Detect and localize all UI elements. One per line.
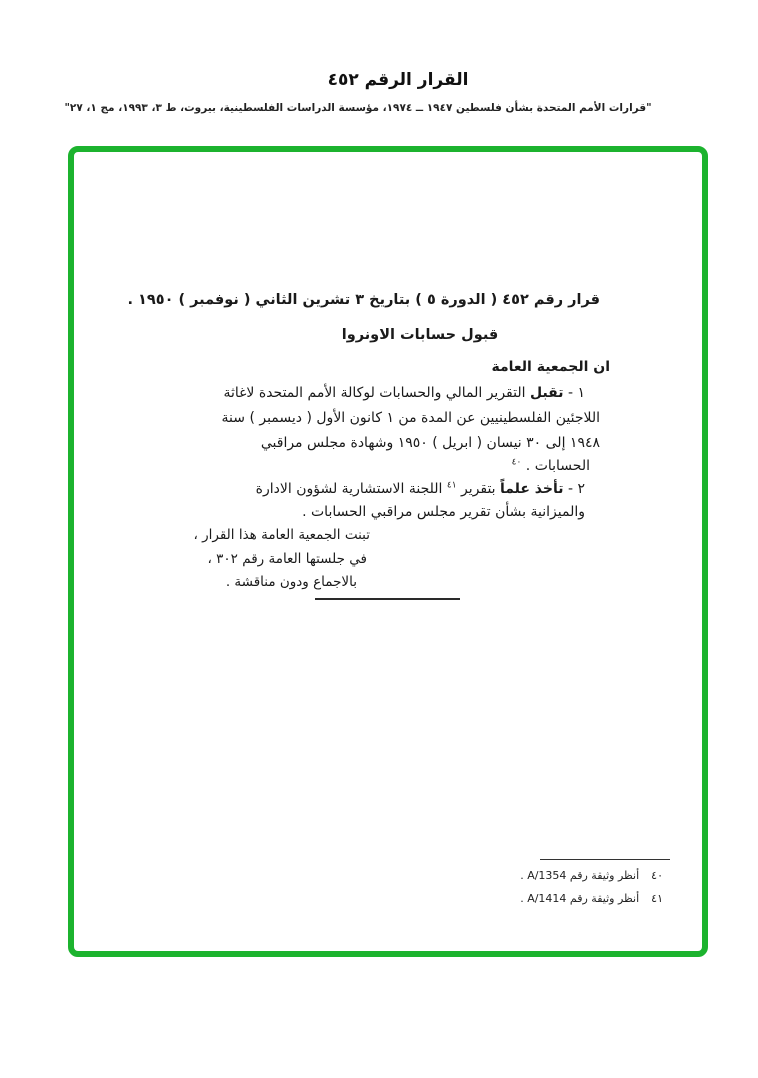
closing-line-1: تبنت الجمعية العامة هذا القرار ، xyxy=(193,527,370,543)
footnote-41-doc-ref: A/1414 xyxy=(527,892,567,905)
paragraph-2-line-1-mid: بتقرير xyxy=(456,481,501,497)
footnote-40-label: أنظر وثيقة رقم xyxy=(569,869,640,882)
footnote-41-number: ٤١ xyxy=(651,892,663,905)
footnote-40-doc-ref: A/1354 xyxy=(527,869,567,882)
paragraph-2-number: ٢ - xyxy=(563,481,585,497)
document-frame xyxy=(68,146,708,957)
footnote-41 xyxy=(520,892,663,905)
footnote-41-end: . xyxy=(520,892,524,905)
paragraph-1-line-3: ١٩٤٨ إلى ٣٠ نيسان ( ابريل ) ١٩٥٠ وشهادة مجلس مراقبي xyxy=(260,435,600,451)
paragraph-1-line-4 xyxy=(512,458,590,474)
footnote-separator xyxy=(540,859,670,860)
paragraph-1-bold-word: تقبل xyxy=(529,385,564,401)
paragraph-2-bold-word: تأخذ علماً xyxy=(500,481,564,497)
citation-line: "قرارات الأمم المتحدة بشأن فلسطين ١٩٤٧ ــ ١٩٧٤، مؤسسة الدراسات الفلسطينية، بيروت، ط ٣، ١٩٩٣، مج ١، ٢٧" xyxy=(64,102,652,114)
paragraph-2-line-1-rest: اللجنة الاستشارية لشؤون الادارة xyxy=(255,481,447,497)
resolution-subject: قبول حسابات الاونروا xyxy=(341,327,499,343)
paragraph-2-line-1 xyxy=(256,481,585,497)
paragraph-1-line-4-text: الحسابات . xyxy=(525,458,590,474)
footnote-ref-41: ٤١ xyxy=(446,480,457,491)
paragraph-1-line-2: اللاجئين الفلسطينيين عن المدة من ١ كانون الأول ( ديسمبر ) سنة xyxy=(221,410,600,426)
footnote-41-label: أنظر وثيقة رقم xyxy=(569,892,640,905)
resolution-heading: قرار رقم ٤٥٢ ( الدورة ٥ ) بتاريخ ٣ تشرين الثاني ( نوفمبر ) ١٩٥٠ . xyxy=(127,292,600,308)
paragraph-1-line-1-rest: التقرير المالي والحسابات لوكالة الأمم المتحدة لاغاثة xyxy=(223,385,530,401)
footnote-40 xyxy=(520,869,663,882)
closing-line-3: بالاجماع ودون مناقشة . xyxy=(225,574,357,590)
footnote-40-number: ٤٠ xyxy=(651,869,663,882)
paragraph-2-line-2: والميزانية بشأن تقرير مجلس مراقبي الحسابات . xyxy=(302,504,585,520)
paragraph-1-number: ١ - xyxy=(563,385,585,401)
page-title: القرار الرقم ٤٥٢ xyxy=(327,70,469,90)
paragraph-1-line-1 xyxy=(223,385,585,401)
footnote-ref-40: ٤٠ xyxy=(511,457,522,468)
footnote-40-end: . xyxy=(520,869,524,882)
closing-line-2: في جلستها العامة رقم ٣٠٢ ، xyxy=(207,551,367,567)
preamble-line: ان الجمعية العامة xyxy=(491,359,610,375)
closing-separator xyxy=(315,598,460,600)
